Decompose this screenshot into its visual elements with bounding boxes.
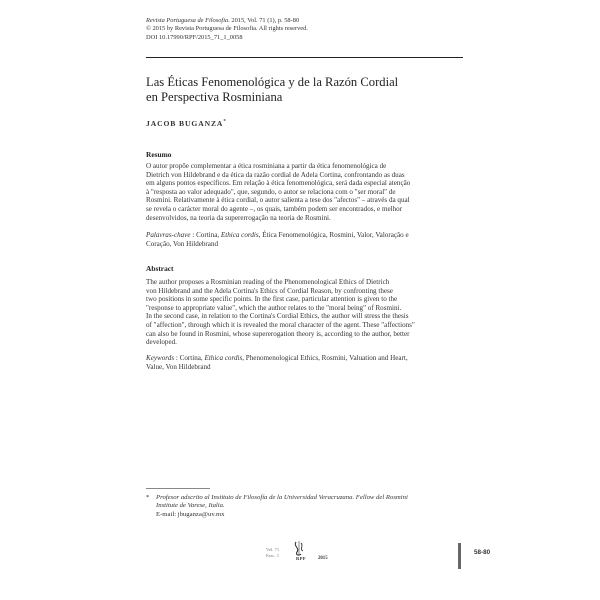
- page-range-bar: [458, 543, 461, 569]
- abstract-line: The author proposes a Rosminian reading of the Phenomenological Ethics of Dietrich: [146, 278, 390, 286]
- journal-name: Revista Portuguesa de Filosofia: [146, 17, 229, 24]
- footer-fascicle: Fasc. 1: [266, 553, 280, 558]
- resumo-line: se revela o carácter moral do agente –, os quais, também podem ser encontrados, e melhor: [146, 204, 403, 213]
- article-title: [146, 75, 476, 104]
- abstract-line: can also be found in Rosmini, whose supererogation theory is, according to the author, better: [146, 329, 410, 338]
- journal-citation-rest: . 2015, Vol. 71 (1), p. 58-80: [228, 17, 300, 24]
- resumo-line: desenvolvidos, na teoria da supererrogação na teoria de Rosmini.: [146, 213, 331, 222]
- header-rule: [146, 57, 463, 58]
- journal-doi: DOI 10.17990/RPF/2015_71_1_0058: [146, 33, 243, 41]
- resumo-line: à "resposta ao valor adequado", que, segundo, o autor se relaciona com o "ser moral" de: [146, 187, 396, 196]
- keyword-text: Cortina,: [196, 231, 221, 239]
- keyword-text: , Ética Fenomenológica, Rosmini, Valor, Valoração e: [258, 231, 409, 239]
- author-name: [146, 119, 226, 128]
- keyword-text: , Phenomenological Ethics, Rosmini, Valuation and Heart,: [242, 354, 408, 362]
- footer-year: 2015: [318, 556, 328, 561]
- abstract-keywords: [146, 354, 463, 371]
- footer-volume-info: [266, 547, 279, 559]
- resumo-keywords: [146, 231, 463, 248]
- resumo-body: [146, 162, 463, 222]
- keyword-text: Coração, Von Hildebrand: [146, 239, 219, 248]
- footnote-rule: [146, 488, 210, 489]
- footnote-affiliation-line: Profesor adscrito al Instituto de Filosofía de la Universidad Veracruzana. Fellow del Rosmini: [156, 494, 408, 501]
- footnote-email: E-mail: jbuganza@uv.mx: [156, 510, 225, 518]
- resumo-heading: Resumo: [146, 150, 172, 159]
- footer-journal-abbrev: RPF: [296, 556, 307, 561]
- abstract-line: von Hildebrand and the Adela Cortina's Ethics of Cordial Reason, by confronting these: [146, 286, 393, 295]
- keywords-separator: :: [174, 354, 180, 362]
- keyword-italic: Ethica cordis: [204, 354, 243, 362]
- author-text: JACOB BUGANZA: [146, 119, 224, 128]
- abstract-body: [146, 278, 463, 347]
- author-footnote: [146, 494, 463, 519]
- footnote-mark: *: [146, 494, 150, 501]
- title-line-1: Las Éticas Fenomenológica y de la Razón Cordial: [146, 75, 399, 89]
- abstract-line: developed.: [146, 338, 177, 347]
- abstract-line: of "affection", through which it is revealed the moral character of the agent. These "affections": [146, 320, 415, 329]
- journal-copyright: © 2015 by Revista Portuguesa de Filosofia. All rights reserved.: [146, 25, 308, 33]
- abstract-heading: Abstract: [146, 264, 174, 273]
- abstract-line: In the second case, in relation to the Cortina's Cordial Ethics, the author will stress the thesis: [146, 312, 409, 321]
- keyword-text: Value, Von Hildebrand: [146, 362, 211, 371]
- abstract-line: "response to appropriate value", which the author relates to the "moral being" of Rosmini.: [146, 303, 402, 312]
- resumo-line: Dietrich von Hildebrand e da ética da razão cordial de Adela Cortina, confrontando as duas: [146, 170, 405, 179]
- resumo-line: Rosmini. Relativamente à ética cordial, o autor salienta a tese dos "afectos" – através da qual: [146, 196, 410, 205]
- footnote-affiliation-line: Institute de Varese, Italia.: [156, 502, 225, 510]
- footer-volume: Vol. 71: [266, 547, 280, 552]
- title-line-2: en Perspectiva Rosminiana: [146, 89, 283, 104]
- page-range: 58-80: [474, 549, 491, 556]
- keywords-label: Palavras-chave: [146, 231, 191, 239]
- keyword-text: Cortina,: [179, 354, 205, 362]
- journal-info: [146, 17, 308, 42]
- journal-citation: [146, 17, 308, 25]
- abstract-line: two positions in some specific points. In the first case, particular attention is given to the: [146, 295, 398, 304]
- author-footnote-mark: *: [223, 119, 226, 125]
- resumo-line: em alguns pontos específicos. Em relação à ética fenomenológica, será dada especial atenção: [146, 179, 411, 188]
- keyword-italic: Ethica cordis: [220, 231, 259, 239]
- resumo-line: O autor propõe complementar a ética rosminiana a partir da ética fenomenológica de: [146, 162, 387, 170]
- keywords-separator: :: [190, 231, 197, 239]
- keywords-label: Keywords: [146, 354, 175, 362]
